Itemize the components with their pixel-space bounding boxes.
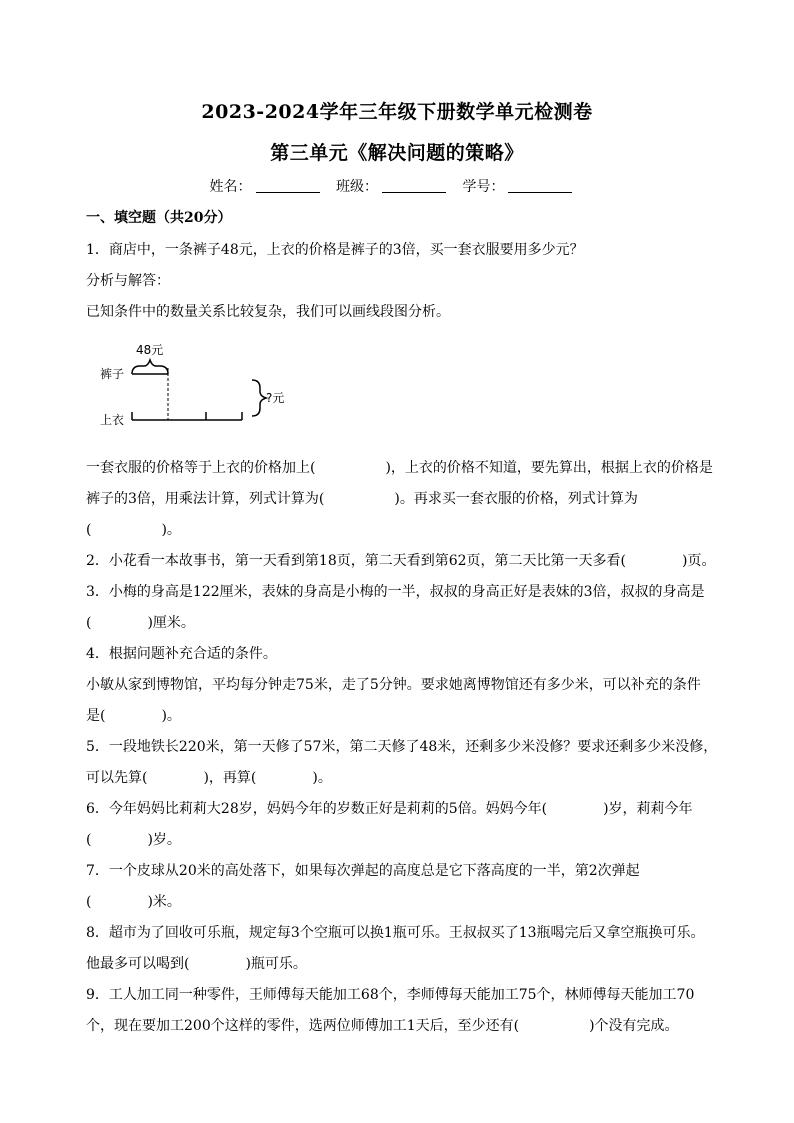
student-info-row bbox=[0, 176, 794, 196]
question-9-text: 9．工人加工同一种零件，王师傅每天能加工68个，李师傅每天能加工75个，林师傅每天能加工70 bbox=[86, 987, 695, 1003]
question-5-text: 5．一段地铁长220米，第一天修了57米，第二天修了48米，还剩多少米没修？要求还剩多少米没修， bbox=[86, 739, 718, 755]
analysis-intro: 已知条件中的数量关系比较复杂，我们可以画线段图分析。 bbox=[86, 304, 450, 320]
question-6-text-cont: ( )岁。 bbox=[86, 832, 181, 848]
question-1-text: 1．商店中，一条裤子48元，上衣的价格是裤子的3倍，买一套衣服要用多少元？ bbox=[86, 242, 584, 258]
total-brace bbox=[252, 380, 266, 416]
name-blank[interactable] bbox=[256, 178, 320, 193]
question-2-text: 2．小花看一本故事书，第一天看到第18页，第二天看到第62页，第二天比第一天多看( )页。 bbox=[86, 553, 716, 569]
id-blank[interactable] bbox=[508, 178, 572, 193]
id-label: 学号： bbox=[462, 179, 505, 195]
section-heading: 一、填空题（共20分） bbox=[86, 210, 232, 226]
question-4-text: 4．根据问题补充合适的条件。 bbox=[86, 646, 277, 662]
question-3-text: 3．小梅的身高是122厘米，表妹的身高是小梅的一半，叔叔的身高正好是表妹的3倍，叔叔的身高是 bbox=[86, 584, 705, 600]
price-label: 48元 bbox=[136, 343, 164, 357]
analysis-line-2: 裤子的3倍，用乘法计算，列式计算为( )。再求买一套衣服的价格，列式计算为 bbox=[86, 491, 638, 507]
question-7-text-cont: ( )米。 bbox=[86, 894, 181, 910]
pants-brace bbox=[132, 360, 168, 374]
exam-title: 2023-2024学年三年级下册数学单元检测卷 bbox=[201, 101, 593, 123]
question-price-label: ?元 bbox=[266, 391, 285, 405]
question-4-body-cont: 是( )。 bbox=[86, 708, 181, 724]
question-8-text: 8．超市为了回收可乐瓶，规定每3个空瓶可以换1瓶可乐。王叔叔买了13瓶喝完后又拿空瓶换可乐。 bbox=[86, 925, 705, 941]
analysis-line-3: ( )。 bbox=[86, 522, 181, 538]
name-label: 姓名： bbox=[209, 179, 252, 195]
unit-subtitle: 第三单元《解决问题的策略》 bbox=[270, 142, 524, 164]
class-label: 班级： bbox=[336, 179, 378, 195]
question-8-text-cont: 他最多可以喝到( )瓶可乐。 bbox=[86, 956, 307, 972]
class-blank[interactable] bbox=[382, 178, 446, 193]
pants-label: 裤子 bbox=[100, 367, 125, 381]
question-4-body: 小敏从家到博物馆，平均每分钟走75米，走了5分钟。要求她离博物馆还有多少米，可以补充的条件 bbox=[86, 677, 701, 693]
question-6-text: 6．今年妈妈比莉莉大28岁，妈妈今年的岁数正好是莉莉的5倍。妈妈今年( )岁，莉莉今年 bbox=[86, 801, 693, 817]
question-3-text-cont: ( )厘米。 bbox=[86, 615, 195, 631]
question-9-text-cont: 个，现在要加工200个这样的零件，选两位师傅加工1天后，至少还有( )个没有完成。 bbox=[86, 1018, 679, 1034]
analysis-line-1: 一套衣服的价格等于上衣的价格加上( )，上衣的价格不知道，要先算出，根据上衣的价格是 bbox=[86, 460, 713, 476]
question-5-text-cont: 可以先算( )，再算( )。 bbox=[86, 770, 332, 786]
analysis-label: 分析与解答： bbox=[86, 273, 170, 289]
question-7-text: 7．一个皮球从20米的高处落下，如果每次弹起的高度总是它下落高度的一半，第2次弹起 bbox=[86, 863, 640, 879]
coat-label: 上衣 bbox=[100, 413, 125, 427]
line-segment-diagram bbox=[96, 338, 296, 430]
